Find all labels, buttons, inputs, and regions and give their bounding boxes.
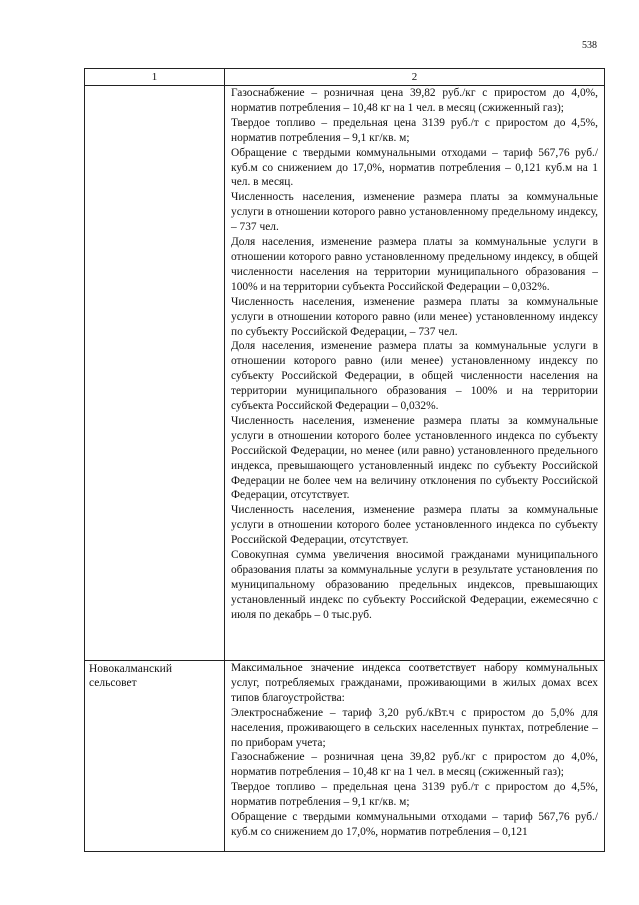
paragraph: Доля населения, изменение размера платы за коммунальные услуги в отношении которого равно установленному предельному индексу, в общей численности населения на территории муниципального образования – 100% и на территории субъекта Российской Федерации – 0,032%. [231, 236, 598, 293]
description-cell [225, 86, 605, 661]
table-row [85, 661, 605, 852]
description-cell [225, 661, 605, 852]
paragraph: Численность населения, изменение размера платы за коммунальные услуги в отношении которого более установленного индекса по субъекту Российской Федерации, отсутствует. [231, 504, 598, 547]
paragraph: Обращение с твердыми коммунальными отходами – тариф 567,76 руб./куб.м со снижением до 17,0%, норматив потребления – 0,121 куб.м на 1 чел. в месяц. [231, 146, 598, 189]
table-row [85, 86, 605, 661]
paragraph: Обращение с твердыми коммунальными отходами – тариф 567,76 руб./куб.м со снижением до 17,0%, норматив потребления – 0,121 [231, 811, 598, 838]
paragraph: Максимальное значение индекса соответствует набору коммунальных услуг, потребляемых гражданами, проживающими в жилых домах всех типов благоустройства: [231, 662, 598, 704]
paragraph: Доля населения, изменение размера платы за коммунальные услуги в отношении которого равно (или менее) установленному индексу по субъекту Российской Федерации, в общей численности населения на территории муниципального образования – 100% и на территории субъекта Российской Федерации – 0,032%. [231, 340, 598, 413]
municipality-cell: Новокалманский сельсовет [85, 661, 225, 852]
paragraph: Численность населения, изменение размера платы за коммунальные услуги в отношении которого более установленного индекса по субъекту Российской Федерации, но менее (или равно) установленного предельного индекса, превышающего установленный индекс по субъекту Российской Федерации не более чем на величину отклонения по субъекту Российской Федерации, отсутствует. [231, 414, 598, 502]
paragraph: Численность населения, изменение размера платы за коммунальные услуги в отношении которого равно установленному предельному индексу, – 737 чел. [231, 191, 598, 234]
paragraph: Газоснабжение – розничная цена 39,82 руб./кг с приростом до 4,0%, норматив потребления – 10,48 кг на 1 чел. в месяц (сжиженный газ); [231, 751, 598, 779]
paragraph: Газоснабжение – розничная цена 39,82 руб./кг с приростом до 4,0%, норматив потребления – 10,48 кг на 1 чел. в месяц (сжиженный газ); [231, 87, 598, 114]
column-header-2: 2 [225, 69, 605, 86]
paragraph: Твердое топливо – предельная цена 3139 руб./т с приростом до 4,5%, норматив потребления – 9,1 кг/кв. м; [231, 781, 598, 809]
tariff-table [84, 68, 605, 852]
column-header-1: 1 [85, 69, 225, 86]
paragraph: Совокупная сумма увеличения вносимой гражданами муниципального образования платы за коммунальные услуги в результате установления по муниципальному образованию предельных индексов, превышающих установленный индекс по субъекту Российской Федерации, ежемесячно с июля по декабрь – 0 тыс.руб. [231, 549, 598, 621]
paragraph: Твердое топливо – предельная цена 3139 руб./т с приростом до 4,5%, норматив потребления – 9,1 кг/кв. м; [231, 116, 598, 144]
paragraph: Численность населения, изменение размера платы за коммунальные услуги в отношении которого равно (или менее) установленному индексу по субъекту Российской Федерации, – 737 чел. [231, 295, 598, 338]
table-header-row [85, 69, 605, 86]
paragraph: Электроснабжение – тариф 3,20 руб./кВт.ч с приростом до 5,0% для населения, проживающего в сельских населенных пунктах, потребление – по приборам учета; [231, 706, 598, 749]
page-number: 538 [582, 40, 597, 51]
municipality-cell [85, 86, 225, 661]
